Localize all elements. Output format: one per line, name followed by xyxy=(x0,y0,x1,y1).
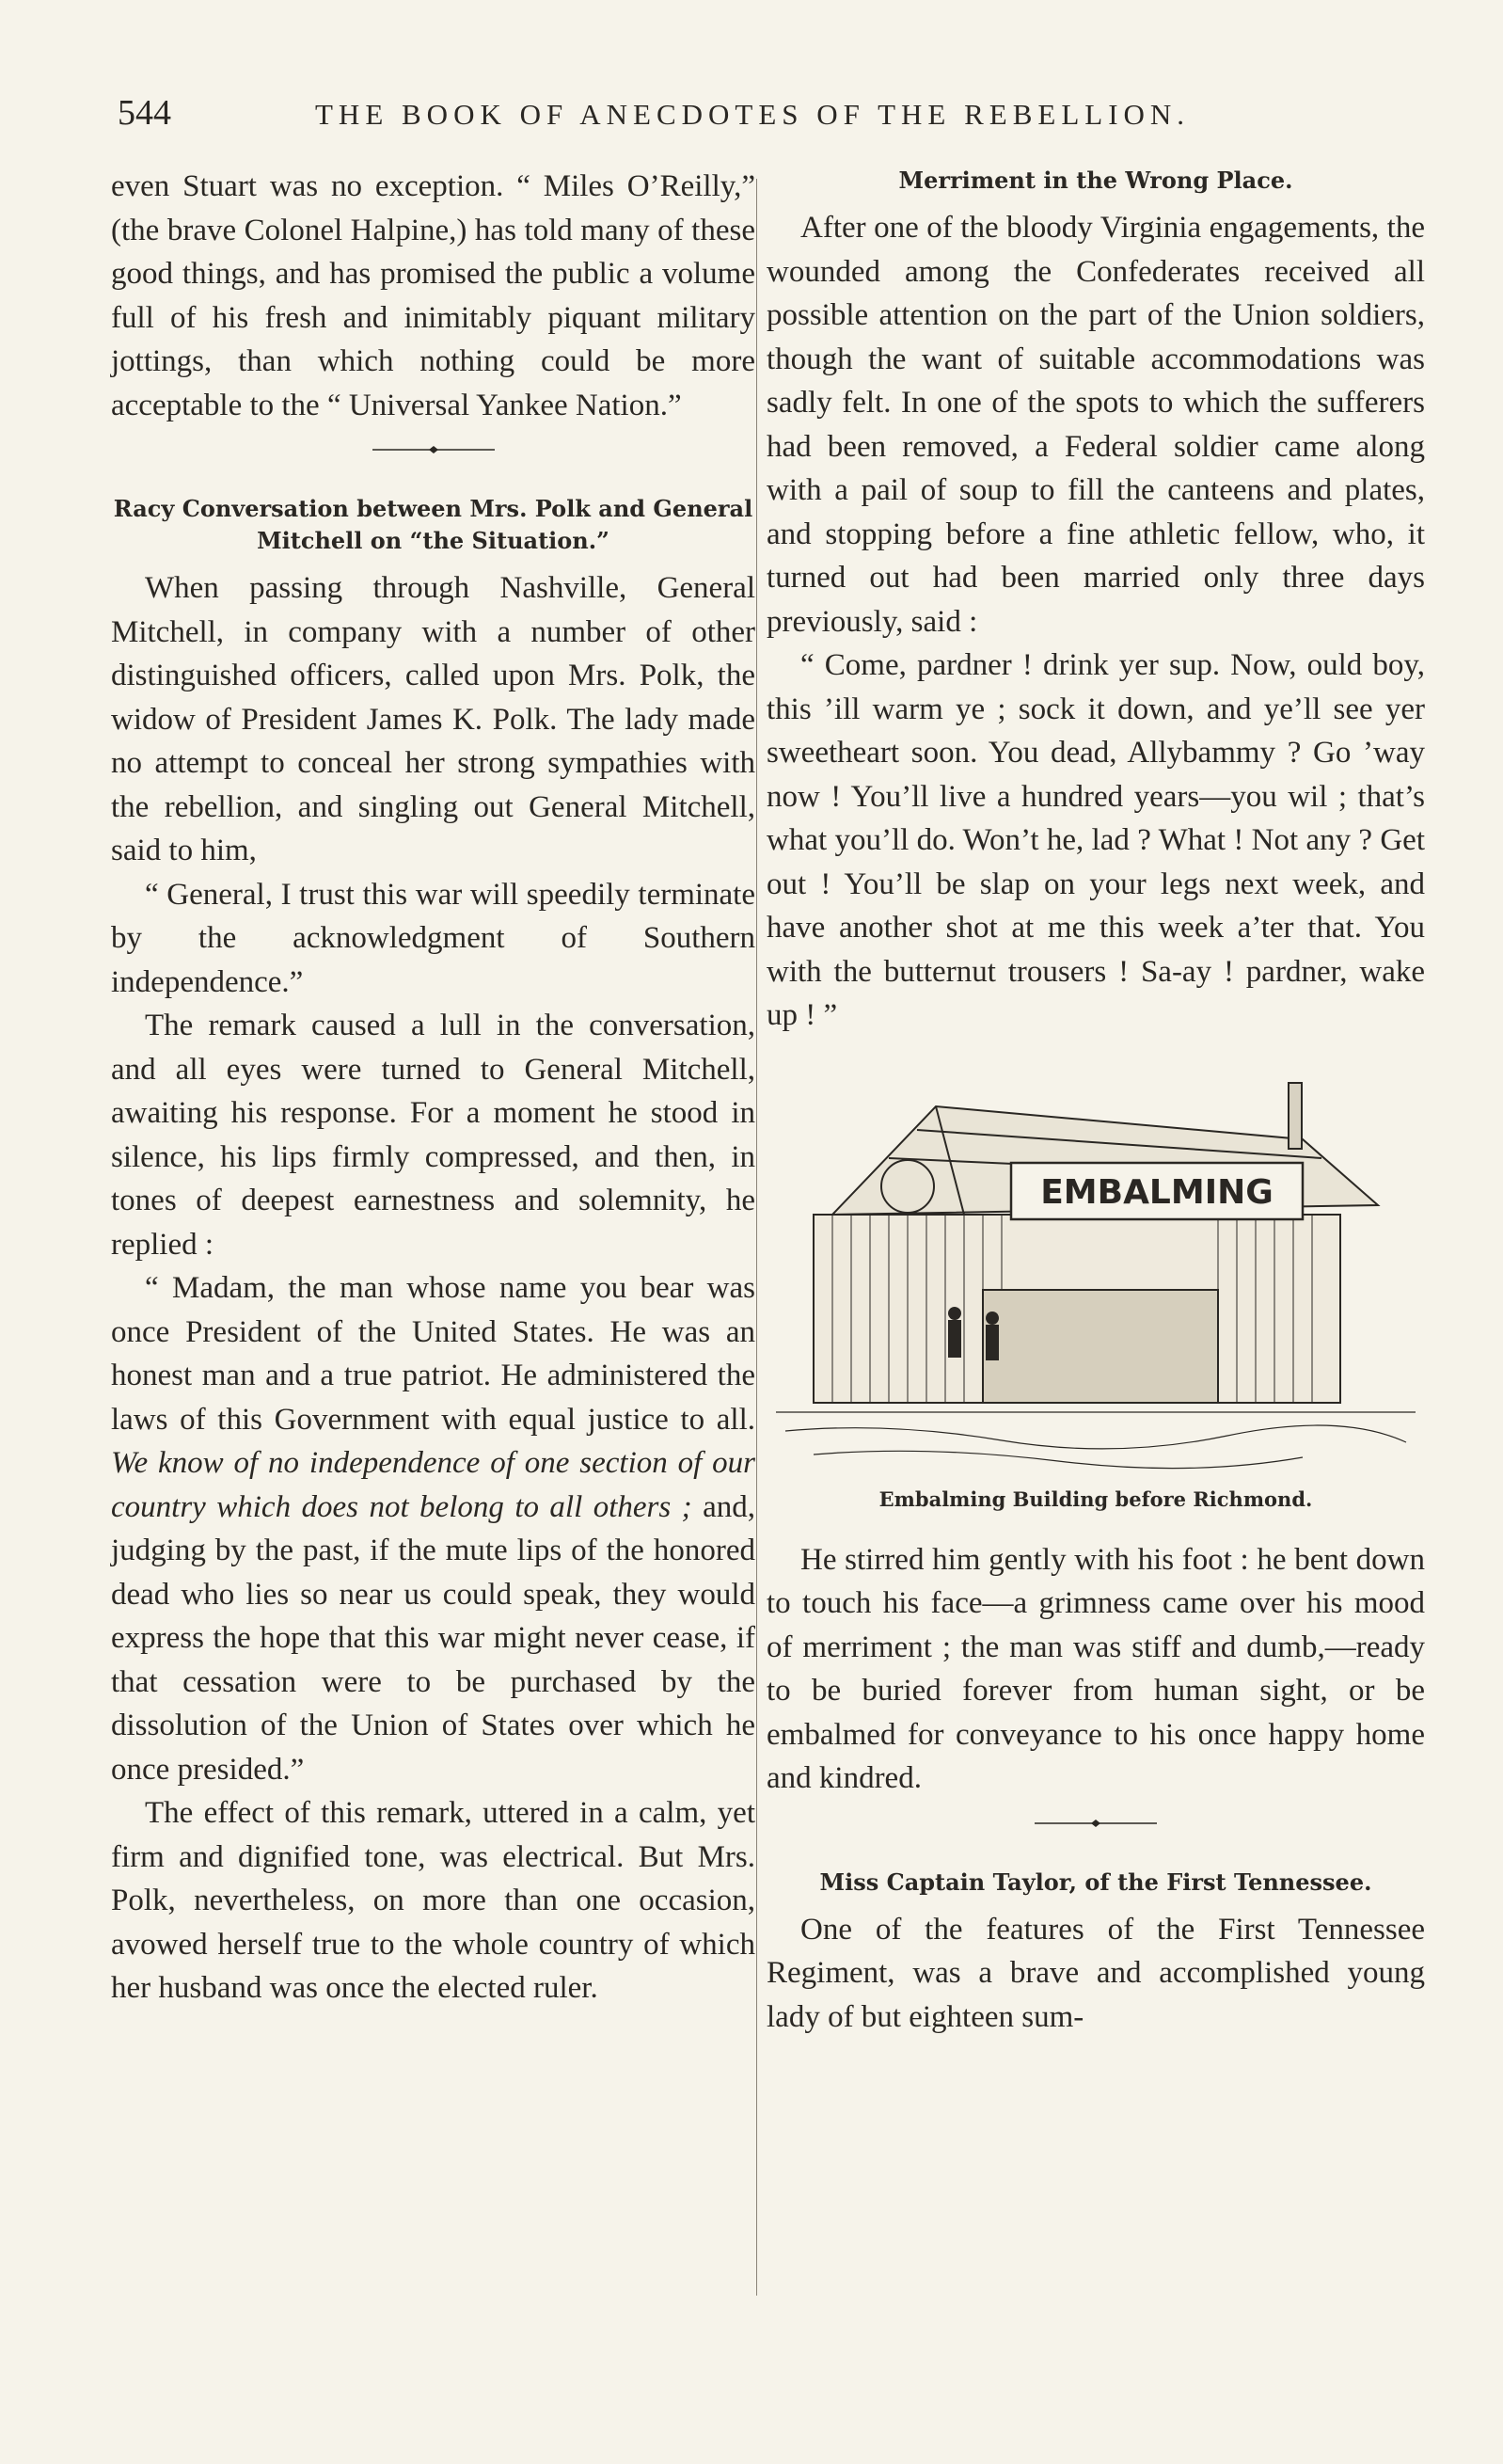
section-heading-polk: Racy Conversation between Mrs. Polk and General Mitchell on “the Situation.” xyxy=(113,495,753,554)
sign-text: EMBALMING xyxy=(1040,1172,1274,1212)
paragraph-mitchell-reply xyxy=(111,1266,755,1791)
paragraph: After one of the bloody Virginia engagements, the wounded among the Confederates received all possible attention on the part of the Union soldiers, though the want of suitable accommodations was sadly felt. In one of the spots to which the sufferers had been removed, a Federal soldier came along with a pail of soup to fill the canteens and plates, and stopping before a fine athletic fellow, who, it turned out had been married only three days previously, said : xyxy=(767,211,1425,639)
running-title: THE BOOK OF ANECDOTES OF THE REBELLION. xyxy=(315,98,1191,131)
text-run: and, judging by the past, if the mute lips of the honored dead who lies so near us could speak, they would express the hope that this war might never cease, if that cessation were to be purchased by the dissolution of the Union of States over which he once presided.” xyxy=(111,1489,755,1787)
section-ornament xyxy=(111,427,755,472)
ornament-rule-icon xyxy=(1035,1819,1157,1828)
embalming-building-illustration xyxy=(776,1073,1416,1478)
paragraph: He stirred him gently with his foot : he bent down to touch his face—a grimness came over his mood of merriment ; the man was stiff and dumb,—ready to be buried forever from human sight, or be embalmed for conveyance to his once happy home and kindred. xyxy=(767,1542,1425,1795)
paragraph-quote: “ Come, pardner ! drink yer sup. Now, ould boy, this ’ill warm ye ; sock it down, and ye’ll see yer sweetheart soon. You dead, Allybammy ? Go ’way now ! You’ll live a hundred years—you wil ; that’s what you’ll do. Won’t he, lad ? What ! Not any ? Get out ! You’ll be slap on your legs next week, and have another shot at me this week a’ter that. You with the butternut trousers ! Sa-ay ! pardner, wake up ! ” xyxy=(767,648,1425,1032)
paragraph: “ General, I trust this war will speedily terminate by the acknowledgment of Southern independence.” xyxy=(111,877,755,999)
section-heading-merriment: Merriment in the Wrong Place. xyxy=(898,167,1293,194)
section-heading-taylor: Miss Captain Taylor, of the First Tennessee. xyxy=(819,1868,1372,1896)
paragraph: One of the features of the First Tennessee Regiment, was a brave and accomplished young lady of but eighteen sum- xyxy=(767,1912,1425,2034)
paragraph: When passing through Nashville, General Mitchell, in company with a number of other distinguished officers, called upon Mrs. Polk, the widow of President James K. Polk. The lady made no attempt to conceal her strong sympathies with the rebellion, and singling out General Mitchell, said to him, xyxy=(111,571,755,867)
page-number: 544 xyxy=(118,93,171,133)
section-ornament xyxy=(767,1801,1425,1846)
page-header xyxy=(118,92,1237,139)
illustration-caption: Embalming Building before Richmond. xyxy=(878,1486,1313,1511)
text-run: “ Madam, the man whose name you bear was once President of the United States. He was an honest man and a true patriot. He administered the laws of this Government with equal justice to all. xyxy=(111,1271,755,1437)
paragraph: The effect of this remark, uttered in a calm, yet firm and dignified tone, was electrical. But Mrs. Polk, nevertheless, on more than one occasion, avowed herself true to the whole country of which her husband was once the elected ruler. xyxy=(111,1796,755,2005)
paragraph: The remark caused a lull in the conversation, and all eyes were turned to General Mitchell, awaiting his response. For a moment he stood in silence, his lips firmly compressed, and then, in tones of deepest earnestness and solemnity, he replied : xyxy=(111,1009,755,1262)
ornament-rule-icon xyxy=(372,445,495,454)
left-column xyxy=(111,165,755,2011)
right-column xyxy=(767,165,1425,2039)
continued-paragraph: even Stuart was no exception. “ Miles O’Reilly,” (the brave Colonel Halpine,) has told many of these good things, and has promised the public a volume full of his fresh and inimitably piquant military jottings, than which nothing could be more acceptable to the “ Universal Yankee Nation.” xyxy=(111,169,755,422)
column-divider xyxy=(756,179,757,2296)
italic-text-run: We know of no independence of one section of our country which does not belong to all others ; xyxy=(111,1446,755,1524)
engraving-image xyxy=(776,1073,1416,1478)
